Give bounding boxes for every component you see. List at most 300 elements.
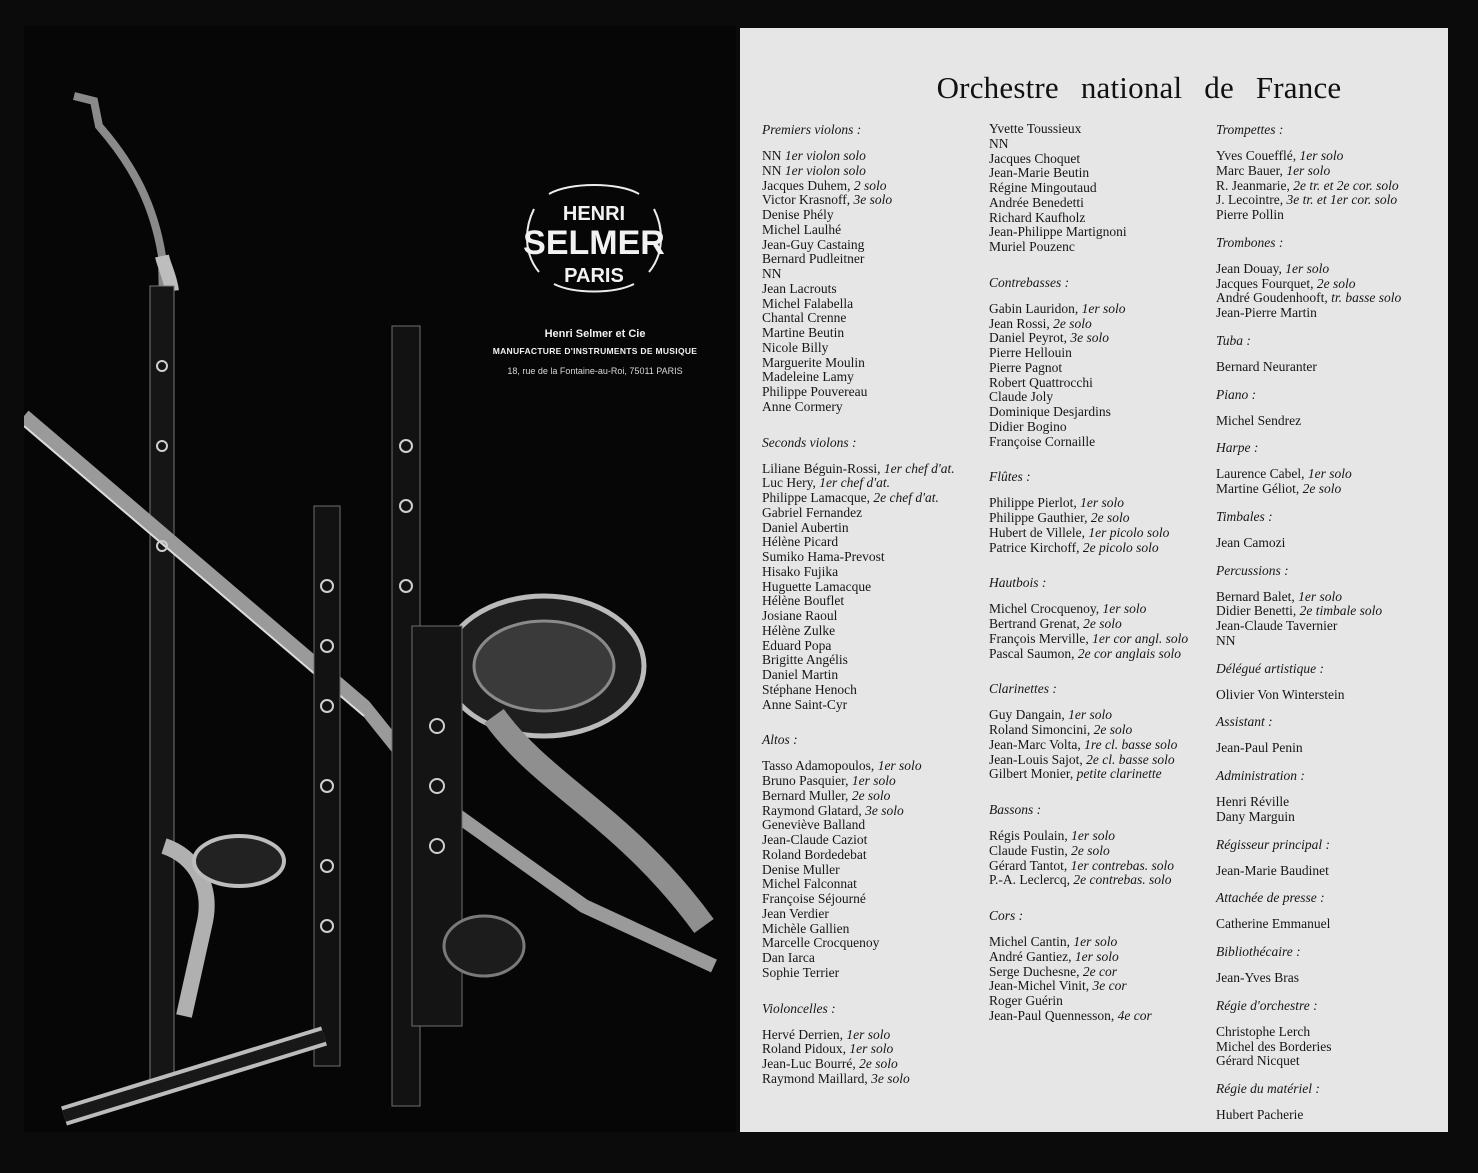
member-role: 1er solo xyxy=(1080,495,1124,511)
section-gap xyxy=(1216,1069,1444,1081)
member-row xyxy=(989,723,1215,738)
member-name: Eduard Popa xyxy=(762,637,832,653)
section-gap xyxy=(1216,756,1444,768)
member-row xyxy=(762,863,988,878)
member-name: Régis Poulain, xyxy=(989,828,1068,843)
company-info xyxy=(470,328,720,377)
member-name: Jean-Marie Baudinet xyxy=(1216,862,1329,878)
member-row xyxy=(762,311,988,326)
member-name: André Goudenhooft, xyxy=(1216,290,1328,306)
roster-section xyxy=(989,681,1215,782)
member-name: Bruno Pasquier, xyxy=(762,773,849,788)
roster-section xyxy=(1216,509,1444,551)
member-row xyxy=(1216,262,1444,277)
section-gap xyxy=(1216,878,1444,890)
member-row xyxy=(762,683,988,698)
member-name: Michel Falconnat xyxy=(762,876,857,892)
member-row xyxy=(1216,149,1444,164)
member-row xyxy=(762,848,988,863)
member-row xyxy=(762,892,988,907)
member-role: 2e solo xyxy=(1316,275,1356,291)
member-row xyxy=(762,1042,988,1057)
member-role: 1er solo xyxy=(1081,300,1126,316)
member-name: Brigitte Angélis xyxy=(762,652,848,668)
member-name: Michel Cantin, xyxy=(989,934,1070,949)
section-gap xyxy=(1216,497,1444,509)
member-row xyxy=(762,282,988,297)
member-row xyxy=(762,668,988,683)
member-row xyxy=(989,302,1215,317)
member-name: P.-A. Leclercq, xyxy=(989,872,1070,888)
roster-section xyxy=(762,122,988,415)
member-row xyxy=(762,356,988,371)
member-role: 1er solo xyxy=(1071,828,1116,843)
member-row xyxy=(989,617,1215,632)
member-name: Hélène Picard xyxy=(762,534,839,550)
member-name: Jean-Philippe Martignoni xyxy=(989,224,1127,240)
member-row xyxy=(762,238,988,253)
member-name: Philippe Lamacque, xyxy=(762,490,870,505)
member-name: Régine Mingoutaud xyxy=(989,180,1097,195)
roster-section xyxy=(1216,1081,1444,1123)
member-row xyxy=(1216,467,1444,482)
member-row xyxy=(762,462,988,477)
member-name: Marc Bauer, xyxy=(1216,162,1283,178)
member-name: Gilbert Monier, xyxy=(989,766,1074,782)
member-row xyxy=(1216,864,1444,879)
member-role: 4e cor xyxy=(1117,1007,1152,1023)
section-gap xyxy=(762,712,988,732)
roster-section xyxy=(1216,333,1444,375)
section-gap xyxy=(1216,223,1444,235)
member-row xyxy=(989,361,1215,376)
member-row xyxy=(989,511,1215,526)
logo-text-henri: HENRI xyxy=(562,203,626,225)
member-name: Daniel Aubertin xyxy=(762,519,849,535)
roster-section xyxy=(762,435,988,713)
member-name: Didier Benetti, xyxy=(1216,603,1297,619)
section-title: Bibliothécaire : xyxy=(1216,944,1301,959)
section-title: Clarinettes : xyxy=(989,681,1057,697)
section-gap xyxy=(1216,321,1444,333)
member-row xyxy=(989,994,1215,1009)
section-title: Timbales : xyxy=(1216,508,1273,524)
member-name: Gabin Lauridon, xyxy=(989,300,1079,316)
member-role: 1er solo xyxy=(851,773,896,788)
member-name: Denise Phély xyxy=(762,207,834,222)
company-name: Henri Selmer et Cie xyxy=(544,328,646,340)
member-name: Roland Pidoux, xyxy=(762,1041,847,1057)
member-row xyxy=(989,1009,1215,1024)
roster-section xyxy=(1216,122,1444,223)
member-role: 1er chef d'at. xyxy=(819,475,890,491)
member-name: Luc Hery, xyxy=(762,475,816,491)
member-name: Jean-Claude Tavernier xyxy=(1216,618,1338,633)
member-role: 1er violon solo xyxy=(784,148,866,163)
section-title: Piano : xyxy=(1216,386,1257,402)
member-row xyxy=(1216,795,1444,810)
member-role: 1er solo xyxy=(1307,466,1352,482)
member-role: 3e solo xyxy=(853,192,893,208)
member-role: 2e timbale solo xyxy=(1299,603,1383,619)
member-name: Pascal Saumon, xyxy=(989,645,1075,661)
member-row xyxy=(762,818,988,833)
roster-column-3 xyxy=(1216,122,1444,1123)
member-row xyxy=(1216,414,1444,429)
section-title: Régie d'orchestre : xyxy=(1216,997,1318,1013)
member-name: Raymond Maillard, xyxy=(762,1070,868,1086)
member-row xyxy=(1216,1025,1444,1040)
member-row xyxy=(762,491,988,506)
member-row xyxy=(762,966,988,981)
member-name: Geneviève Balland xyxy=(762,817,866,833)
member-name: Huguette Lamacque xyxy=(762,578,872,594)
roster-section xyxy=(1216,837,1444,879)
member-role: 3e solo xyxy=(1070,330,1109,346)
member-row xyxy=(762,936,988,951)
member-row xyxy=(762,1057,988,1072)
member-role: 1er solo xyxy=(1102,601,1147,617)
member-role: 1er solo xyxy=(846,1026,891,1042)
member-name: Raymond Glatard, xyxy=(762,802,862,818)
member-row xyxy=(989,753,1215,768)
member-row xyxy=(1216,971,1444,986)
member-role: 1er solo xyxy=(1298,588,1342,604)
section-title: Harpe : xyxy=(1216,440,1259,456)
member-name: NN xyxy=(1216,632,1236,648)
member-name: Marguerite Moulin xyxy=(762,354,865,370)
member-row xyxy=(989,496,1215,511)
member-role: 2e picolo solo xyxy=(1082,539,1159,555)
member-row xyxy=(1216,619,1444,634)
member-row xyxy=(989,196,1215,211)
member-name: Jean-Pierre Martin xyxy=(1216,305,1317,320)
member-name: Claude Fustin, xyxy=(989,842,1068,858)
member-row xyxy=(1216,482,1444,497)
member-row xyxy=(762,164,988,179)
member-role: 1er solo xyxy=(1286,162,1331,178)
member-row xyxy=(762,804,988,819)
section-title: Attachée de presse : xyxy=(1216,890,1325,906)
member-name: André Gantiez, xyxy=(989,948,1072,964)
roster-section xyxy=(762,732,988,980)
member-name: Roger Guérin xyxy=(989,993,1063,1008)
section-title: Tuba : xyxy=(1216,332,1251,348)
member-name: Jean-Paul Penin xyxy=(1216,740,1303,756)
page-title: Orchestre national de France xyxy=(936,70,1342,105)
member-name: Muriel Pouzenc xyxy=(989,239,1075,254)
member-name: Anne Saint-Cyr xyxy=(762,696,848,712)
member-row xyxy=(762,223,988,238)
member-name: Denise Muller xyxy=(762,861,840,877)
section-title: Administration : xyxy=(1216,768,1305,783)
section-title: Cors : xyxy=(989,908,1024,923)
section-gap xyxy=(1216,428,1444,440)
member-name: Henri Réville xyxy=(1216,794,1290,809)
roster-section xyxy=(989,469,1215,555)
roster-section xyxy=(1216,768,1444,825)
member-name: Michel Laulhé xyxy=(762,221,842,237)
roster-section xyxy=(1216,440,1444,497)
member-name: Jean Verdier xyxy=(762,905,829,921)
member-name: NN xyxy=(762,266,782,281)
member-row xyxy=(989,137,1215,152)
member-name: R. Jeanmarie, xyxy=(1216,177,1290,193)
section-gap xyxy=(1216,825,1444,837)
member-role: 1er solo xyxy=(1299,148,1344,163)
section-title: Contrebasses : xyxy=(989,274,1070,290)
section-title: Bassons : xyxy=(989,802,1042,817)
member-row xyxy=(989,240,1215,255)
member-role: 1er solo xyxy=(849,1041,894,1057)
member-row xyxy=(1216,536,1444,551)
member-name: Hubert Pacherie xyxy=(1216,1107,1304,1122)
advertisement-page xyxy=(24,26,736,1132)
member-name: Roland Simoncini, xyxy=(989,722,1091,737)
member-row xyxy=(762,267,988,282)
member-name: Roland Bordedebat xyxy=(762,846,867,862)
logo-text-selmer: SELMER xyxy=(523,224,665,262)
member-row xyxy=(762,208,988,223)
member-name: Jean-Marc Volta, xyxy=(989,736,1081,752)
roster-section xyxy=(1216,387,1444,429)
member-name: Michel des Borderies xyxy=(1216,1038,1332,1054)
section-gap xyxy=(989,661,1215,681)
member-role: 3e solo xyxy=(865,802,904,818)
member-row xyxy=(989,829,1215,844)
member-role: 3e solo xyxy=(871,1070,910,1086)
member-row xyxy=(762,789,988,804)
member-row xyxy=(762,1028,988,1043)
member-row xyxy=(1216,1108,1444,1123)
member-row xyxy=(989,979,1215,994)
section-title: Percussions : xyxy=(1216,562,1289,578)
member-row xyxy=(762,653,988,668)
member-row xyxy=(989,181,1215,196)
roster-section xyxy=(989,122,1215,255)
section-gap xyxy=(989,888,1215,908)
company-address: 18, rue de la Fontaine-au-Roi, 75011 PARIS xyxy=(507,366,683,376)
member-role: 2e solo xyxy=(1090,510,1130,525)
member-name: Bertrand Grenat, xyxy=(989,616,1080,631)
member-name: Hubert de Villele, xyxy=(989,524,1086,540)
member-name: Jacques Duhem, xyxy=(762,177,851,193)
member-row xyxy=(762,341,988,356)
member-row xyxy=(762,506,988,521)
member-name: Josiane Raoul xyxy=(762,608,838,623)
member-role: 2e solo xyxy=(1083,616,1122,631)
roster-section xyxy=(989,802,1215,888)
member-row xyxy=(762,252,988,267)
member-name: Andrée Benedetti xyxy=(989,194,1084,210)
member-name: Jean-Marie Beutin xyxy=(989,165,1090,181)
section-title: Régie du matériel : xyxy=(1216,1081,1320,1096)
roster-column-2 xyxy=(989,122,1215,1024)
section-title: Hautbois : xyxy=(989,575,1047,591)
member-name: Jean Douay, xyxy=(1216,260,1282,276)
member-row xyxy=(989,647,1215,662)
section-title: Flûtes : xyxy=(989,469,1031,485)
member-row xyxy=(1216,179,1444,194)
member-row xyxy=(1216,164,1444,179)
roster-section xyxy=(989,908,1215,1024)
section-gap xyxy=(762,981,988,1001)
member-row xyxy=(989,390,1215,405)
member-name: Hervé Derrien, xyxy=(762,1026,843,1042)
roster-section xyxy=(989,275,1215,450)
section-gap xyxy=(1216,702,1444,714)
member-row xyxy=(762,907,988,922)
section-gap xyxy=(989,555,1215,575)
member-row xyxy=(989,317,1215,332)
member-role: 3e cor xyxy=(1092,978,1127,994)
member-row xyxy=(989,166,1215,181)
member-name: Chantal Crenne xyxy=(762,310,847,326)
member-row xyxy=(762,326,988,341)
member-row xyxy=(989,844,1215,859)
member-name: Martine Beutin xyxy=(762,325,845,340)
section-title: Assistant : xyxy=(1216,714,1273,730)
member-row xyxy=(762,565,988,580)
logo-text-paris: PARIS xyxy=(564,265,624,287)
member-row xyxy=(989,420,1215,435)
section-gap xyxy=(1216,932,1444,944)
member-name: Sumiko Hama-Prevost xyxy=(762,549,885,564)
member-row xyxy=(1216,688,1444,703)
roster-section xyxy=(1216,661,1444,703)
member-name: Gérard Tantot, xyxy=(989,857,1068,873)
member-role: 1er solo xyxy=(1285,260,1330,276)
company-subtitle: MANUFACTURE D'INSTRUMENTS DE MUSIQUE xyxy=(492,346,698,356)
member-row xyxy=(762,535,988,550)
member-row xyxy=(989,405,1215,420)
member-row xyxy=(762,297,988,312)
member-name: Laurence Cabel, xyxy=(1216,466,1305,482)
member-name: Victor Krasnoff, xyxy=(762,192,851,208)
member-row xyxy=(989,873,1215,888)
member-row xyxy=(989,965,1215,980)
member-role: 1er violon solo xyxy=(784,162,866,178)
member-role: 1er solo xyxy=(1068,707,1112,723)
member-name: Stéphane Henoch xyxy=(762,681,857,697)
member-name: Hélène Zulke xyxy=(762,622,836,638)
member-role: 3e tr. et 1er cor. solo xyxy=(1286,192,1398,208)
member-row xyxy=(762,179,988,194)
member-row xyxy=(989,935,1215,950)
member-row xyxy=(1216,741,1444,756)
roster-page xyxy=(740,28,1448,1132)
member-row xyxy=(989,211,1215,226)
member-row xyxy=(989,435,1215,450)
member-name: Jacques Choquet xyxy=(989,150,1081,166)
member-row xyxy=(1216,193,1444,208)
member-name: Richard Kaufholz xyxy=(989,209,1086,225)
member-row xyxy=(762,580,988,595)
roster-section xyxy=(1216,235,1444,321)
member-row xyxy=(1216,917,1444,932)
section-gap xyxy=(762,415,988,435)
member-name: Dominique Desjardins xyxy=(989,404,1111,419)
member-role: 2e solo xyxy=(1071,842,1110,858)
member-role: 2e solo xyxy=(851,787,891,803)
member-name: Gabriel Fernandez xyxy=(762,504,863,520)
member-row xyxy=(762,774,988,789)
member-row xyxy=(762,922,988,937)
member-role: 2e solo xyxy=(1093,722,1133,737)
member-row xyxy=(989,767,1215,782)
member-row xyxy=(989,122,1215,137)
section-title: Violoncelles : xyxy=(762,1000,836,1016)
member-name: Pierre Hellouin xyxy=(989,345,1072,360)
member-name: Martine Géliot, xyxy=(1216,481,1300,496)
member-row xyxy=(989,152,1215,167)
member-name: Pierre Pagnot xyxy=(989,359,1063,375)
member-name: Michel Falabella xyxy=(762,295,854,311)
member-role: 1er contrebas. solo xyxy=(1070,857,1175,873)
member-role: 1er cor angl. solo xyxy=(1092,630,1189,646)
section-gap xyxy=(1216,649,1444,661)
section-title: Premiers violons : xyxy=(762,122,862,137)
member-name: Bernard Neuranter xyxy=(1216,358,1317,374)
member-name: Catherine Emmanuel xyxy=(1216,916,1331,932)
member-row xyxy=(1216,277,1444,292)
member-role: 2e cl. basse solo xyxy=(1086,751,1175,767)
member-row xyxy=(762,385,988,400)
member-name: Michel Sendrez xyxy=(1216,412,1302,428)
member-row xyxy=(762,370,988,385)
section-gap xyxy=(989,255,1215,275)
member-name: Françoise Cornaille xyxy=(989,433,1096,449)
member-row xyxy=(1216,306,1444,321)
member-row xyxy=(762,594,988,609)
member-row xyxy=(762,759,988,774)
member-name: Jean-Guy Castaing xyxy=(762,236,865,252)
member-name: Yves Couefflé, xyxy=(1216,148,1297,163)
member-name: Claude Joly xyxy=(989,389,1054,405)
member-row xyxy=(762,877,988,892)
section-title: Altos : xyxy=(762,732,798,748)
member-name: NN xyxy=(989,135,1009,151)
member-row xyxy=(989,346,1215,361)
member-name: Daniel Peyrot, xyxy=(989,330,1067,346)
member-name: Robert Quattrocchi xyxy=(989,374,1093,390)
member-name: Serge Duchesne, xyxy=(989,963,1080,979)
roster-section xyxy=(1216,563,1444,649)
member-name: Jean-Louis Sajot, xyxy=(989,751,1083,767)
member-role: 2e chef d'at. xyxy=(873,490,939,505)
member-row xyxy=(762,609,988,624)
member-name: Liliane Béguin-Rossi, xyxy=(762,460,881,476)
member-role: 1er picolo solo xyxy=(1088,524,1170,540)
member-row xyxy=(989,738,1215,753)
member-row xyxy=(762,833,988,848)
member-row xyxy=(762,149,988,164)
member-row xyxy=(989,225,1215,240)
member-name: Françoise Séjourné xyxy=(762,891,866,906)
member-row xyxy=(762,476,988,491)
member-row xyxy=(762,698,988,713)
member-role: 1er solo xyxy=(1073,934,1118,949)
member-name: Marcelle Crocquenoy xyxy=(762,935,880,951)
member-name: Didier Bogino xyxy=(989,418,1067,434)
member-name: Philippe Pouvereau xyxy=(762,384,868,399)
member-name: Philippe Pierlot, xyxy=(989,495,1077,511)
member-name: Nicole Billy xyxy=(762,339,829,355)
member-row xyxy=(989,541,1215,556)
member-role: 1re cl. basse solo xyxy=(1084,736,1178,752)
member-row xyxy=(989,632,1215,647)
member-row xyxy=(1216,360,1444,375)
